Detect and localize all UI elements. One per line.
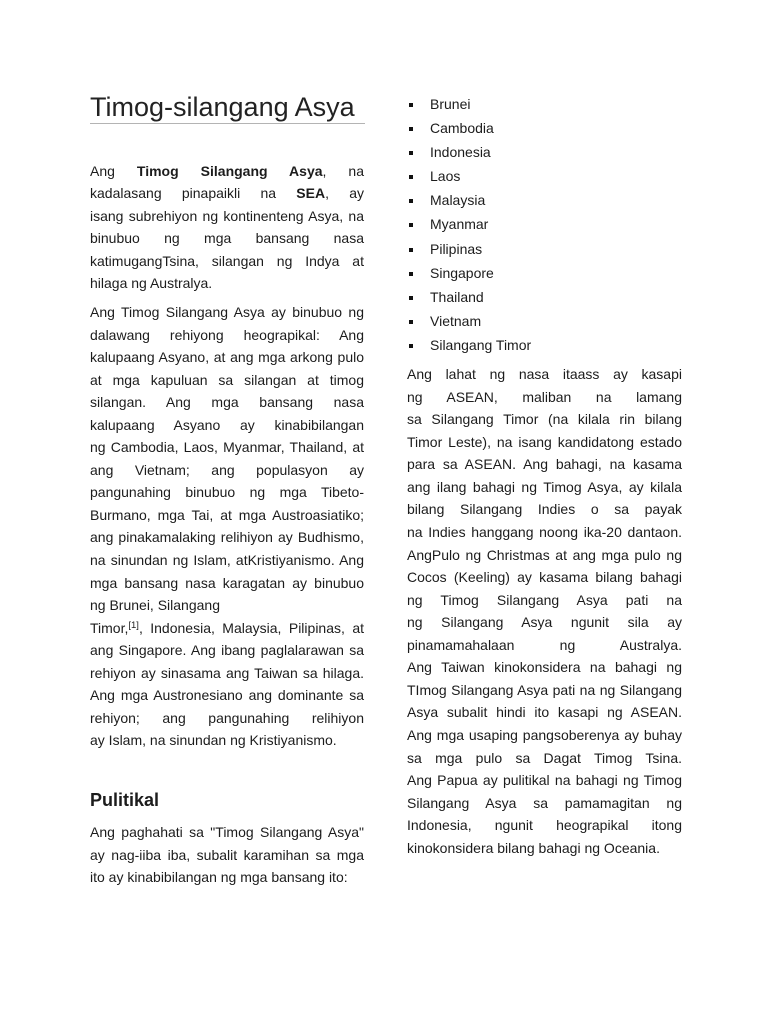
text-line: mga bansang nasa karagatan ay binubuo: [90, 574, 364, 591]
square-bullet-icon: [409, 151, 413, 155]
text-line: kinokonsidera bilang bahagi ng Oceania.: [407, 839, 660, 856]
list-item: [407, 164, 682, 188]
text-segment: , Indonesia, Malaysia, Pilipinas, at: [138, 619, 364, 636]
square-bullet-icon: [409, 344, 413, 348]
section-heading-pulitikal: Pulitikal: [90, 790, 160, 810]
text-line: [90, 617, 364, 640]
text-line: Timor Leste), na isang kandidatong estado: [407, 433, 682, 450]
text-line: pangunahing binubuo ng mga Tibeto-: [90, 484, 364, 501]
square-bullet-icon: [409, 199, 413, 203]
list-item-label: Cambodia: [430, 120, 494, 137]
regions-paragraph: [90, 301, 364, 752]
list-item: [407, 212, 682, 236]
intro-paragraph: [90, 160, 364, 294]
list-item-label: Thailand: [430, 288, 484, 305]
list-item-label: Malaysia: [430, 192, 486, 209]
text-line: TImog Silangang Asya pati na ng Silangang: [407, 681, 682, 698]
text-line: Burmano, mga Tai, at mga Austroasiatiko;: [90, 506, 364, 523]
list-item-label: Vietnam: [430, 312, 482, 329]
text-line: Cocos (Keeling) ay kasama bilang bahagi: [407, 569, 682, 586]
list-item: [407, 285, 682, 309]
text-line: [90, 160, 364, 182]
text-line: Indonesia, ngunit heograpikal itong: [407, 817, 682, 834]
square-bullet-icon: [409, 103, 413, 107]
text-line: na sinundan ng Islam, atKristiyanismo. Ang: [90, 552, 364, 569]
list-item-label: Singapore: [430, 264, 494, 281]
text-line: ng Brunei, Silangang: [90, 597, 220, 614]
text-line: sa Silangang Timor (na kilala rin bilang: [407, 411, 682, 428]
text-line: hilaga ng Australya.: [90, 274, 213, 291]
list-item-label: Brunei: [430, 96, 471, 112]
text-line: ay nag-iiba iba, subalit karamihan sa mga: [90, 846, 364, 863]
list-item-label: Myanmar: [430, 216, 489, 233]
list-item-label: Silangang Timor: [430, 336, 532, 353]
bold-term-sea: SEA: [296, 185, 326, 202]
text-line: AngPulo ng Christmas at ang mga pulo ng: [407, 546, 682, 563]
text-segment: Timor,: [90, 619, 129, 636]
text-line: Silangang Asya sa pamamagitan ng: [407, 794, 682, 811]
text-line: rehiyon ay sinasama ang Taiwan sa hilaga.: [90, 664, 364, 681]
list-item: [407, 116, 682, 140]
text-line: Ang paghahati sa "Timog Silangang Asya": [90, 824, 364, 840]
text-line: ng ASEAN, maliban na lamang: [407, 388, 682, 405]
text-line: ito ay kinabibilangan ng mga bansang ito:: [90, 869, 348, 885]
text-segment: Ang: [90, 163, 137, 179]
text-line: kalupaang Asyano, at ang mga arkong pulo: [90, 349, 364, 366]
list-item: [407, 92, 682, 116]
text-line: para sa ASEAN. Ang bahagi, na kasama: [407, 456, 682, 473]
text-line: ang ilang bahagi ng Timog Asya, ay kilala: [407, 478, 682, 495]
text-line: ang pinakamalaking relihiyon ay Budhismo,: [90, 529, 364, 546]
text-line: ng Timog Silangang Asya pati na: [407, 591, 682, 608]
list-item-label: Indonesia: [430, 144, 491, 161]
list-item: [407, 309, 682, 333]
text-segment: , na: [322, 163, 364, 179]
text-line: Ang Taiwan kinokonsidera na bahagi ng: [407, 659, 682, 676]
text-line: rehiyon; ang pangunahing relihiyon: [90, 709, 364, 726]
text-line: isang subrehiyon ng kontinenteng Asya, na: [90, 207, 364, 224]
text-line: ng Silangang Asya ngunit sila ay: [407, 614, 682, 631]
text-segment: kadalasang pinapaikli na: [90, 185, 297, 202]
text-line: na Indies hanggang noong ika-20 dantaon.: [407, 523, 682, 540]
text-line: Asya subalit hindi ito kasapi ng ASEAN.: [407, 704, 682, 721]
page-title: Timog-silangang Asya: [90, 92, 355, 122]
text-line: bilang Silangang Indies o sa payak: [407, 501, 682, 518]
political-intro-paragraph: [90, 821, 364, 889]
membership-paragraph: [407, 363, 682, 859]
square-bullet-icon: [409, 175, 413, 179]
text-line: binubuo ng mga bansang nasa: [90, 230, 364, 247]
list-item: [407, 261, 682, 285]
text-line: Ang Papua ay pulitikal na bahagi ng Timog: [407, 772, 682, 789]
text-line: dalawang rehiyong heograpikal: Ang: [90, 326, 364, 343]
square-bullet-icon: [409, 248, 413, 252]
text-line: Ang mga usaping pangsoberenya ay buhay: [407, 727, 682, 743]
country-list: [407, 92, 682, 357]
title-underline: [90, 123, 365, 124]
text-line: kalupaang Asyano ay kinabibilangan: [90, 416, 364, 433]
text-line: at mga kapuluan sa silangan at timog: [90, 371, 364, 388]
square-bullet-icon: [409, 223, 413, 227]
text-line: ang Singapore. Ang ibang paglalarawan sa: [90, 642, 364, 659]
text-line: Ang lahat ng nasa itaass ay kasapi: [407, 366, 682, 382]
square-bullet-icon: [409, 296, 413, 300]
list-item-label: Laos: [430, 168, 461, 185]
text-line: pinamamahalaan ng Australya.: [407, 636, 682, 653]
list-item: [407, 140, 682, 164]
square-bullet-icon: [409, 127, 413, 131]
list-item-label: Pilipinas: [430, 240, 483, 257]
list-item: [407, 188, 682, 212]
text-line: ang Vietnam; ang populasyon ay: [90, 461, 364, 478]
text-line: ay Islam, na sinundan ng Kristiyanismo.: [90, 732, 337, 749]
bold-term-timog-silangang-asya: Timog Silangang Asya: [136, 163, 323, 179]
text-line: Ang Timog Silangang Asya ay binubuo ng: [90, 304, 364, 320]
text-segment: , ay: [325, 185, 364, 202]
square-bullet-icon: [409, 320, 413, 324]
square-bullet-icon: [409, 272, 413, 276]
text-line: ng Cambodia, Laos, Myanmar, Thailand, at: [90, 439, 364, 456]
text-line: katimugangTsina, silangan ng Indya at: [90, 252, 364, 269]
text-line: [90, 182, 364, 204]
list-item: [407, 237, 682, 261]
citation-superscript: [1]: [128, 619, 139, 631]
text-line: Ang mga Austronesiano ang dominante sa: [90, 687, 364, 704]
text-line: sa mga pulo sa Dagat Timog Tsina.: [407, 749, 682, 766]
text-line: silangan. Ang mga bansang nasa: [90, 394, 364, 411]
list-item: [407, 333, 682, 357]
